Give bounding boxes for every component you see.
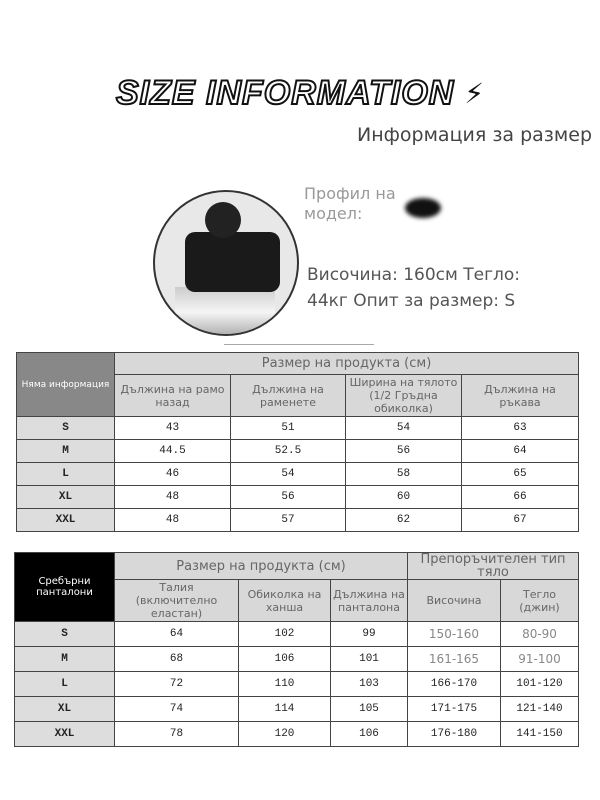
size-label: M <box>17 440 115 463</box>
table-cell: 56 <box>231 486 346 509</box>
table-cell: 74 <box>115 697 239 722</box>
table-cell <box>501 647 579 672</box>
table-cell: 65 <box>462 463 579 486</box>
lightning-icon: ⚡ <box>464 77 485 110</box>
col-header-hip: Обиколка на ханша <box>239 580 331 622</box>
rec-weight-value: 80-90 <box>522 626 557 641</box>
table-row <box>15 647 579 672</box>
rec-height-value: 161-165 <box>428 651 480 666</box>
table-cell: 44.5 <box>115 440 231 463</box>
table-cell: 48 <box>115 509 231 532</box>
size-label: L <box>15 672 115 697</box>
col-header-waist: Талия (включително еластан) <box>115 580 239 622</box>
size-label: XXL <box>15 722 115 747</box>
col-header-back-shoulder-length: Дължина на рамо назад <box>115 375 231 417</box>
table-cell: 106 <box>331 722 408 747</box>
group-header: Размер на продукта (см) <box>115 553 408 580</box>
col-header-weight: Тегло (джин) <box>501 580 579 622</box>
table-cell: 57 <box>231 509 346 532</box>
table-row <box>17 417 579 440</box>
size-label: XXL <box>17 509 115 532</box>
col-header-pants-length: Дължина на панталона <box>331 580 408 622</box>
table-cell: 68 <box>115 647 239 672</box>
table-cell: 141-150 <box>501 722 579 747</box>
bottom-size-table <box>14 552 579 747</box>
col-header-height: Височина <box>408 580 501 622</box>
table-cell: 48 <box>115 486 231 509</box>
table-cell: 58 <box>346 463 462 486</box>
table-cell: 102 <box>239 622 331 647</box>
redaction-mark <box>405 198 441 218</box>
rec-weight-value: 91-100 <box>518 651 561 666</box>
table-row <box>17 509 579 532</box>
table-cell: 106 <box>239 647 331 672</box>
table-cell: 63 <box>462 417 579 440</box>
corner-cell: Сребърни панталони <box>15 553 115 622</box>
table-cell: 72 <box>115 672 239 697</box>
size-label: S <box>17 417 115 440</box>
top-size-table <box>16 352 579 532</box>
corner-cell: Няма информация <box>17 353 115 417</box>
table-row <box>17 440 579 463</box>
rec-body-type-header: Препоръчителен тип тяло <box>408 553 579 580</box>
table-cell: 99 <box>331 622 408 647</box>
table-row <box>15 672 579 697</box>
table-cell: 114 <box>239 697 331 722</box>
table-cell: 64 <box>115 622 239 647</box>
table-row <box>15 722 579 747</box>
col-header-sleeve-length: Дължина на ръкава <box>462 375 579 417</box>
size-label: XL <box>17 486 115 509</box>
page-subtitle: Информация за размер <box>357 124 592 146</box>
divider <box>224 344 374 345</box>
title-bar <box>0 74 600 113</box>
table-cell: 66 <box>462 486 579 509</box>
table-row <box>17 486 579 509</box>
table-cell: 110 <box>239 672 331 697</box>
table-cell: 103 <box>331 672 408 697</box>
table-row <box>17 463 579 486</box>
table-cell: 101 <box>331 647 408 672</box>
table-cell: 60 <box>346 486 462 509</box>
table-cell: 121-140 <box>501 697 579 722</box>
size-label: S <box>15 622 115 647</box>
table-cell: 54 <box>231 463 346 486</box>
table-cell: 166-170 <box>408 672 501 697</box>
table-cell: 105 <box>331 697 408 722</box>
table-cell: 101-120 <box>501 672 579 697</box>
table-cell: 67 <box>462 509 579 532</box>
model-photo <box>153 190 299 336</box>
table-cell: 52.5 <box>231 440 346 463</box>
table-cell: 176-180 <box>408 722 501 747</box>
model-profile-label: Профил на модел: <box>304 184 396 223</box>
page-title: SIZE INFORMATION <box>115 74 455 112</box>
table-cell: 46 <box>115 463 231 486</box>
table-cell <box>408 622 501 647</box>
table-cell <box>501 622 579 647</box>
rec-height-value: 150-160 <box>428 626 480 641</box>
model-stats: Височина: 160см Тегло: 44кг Опит за размер: S <box>307 265 521 311</box>
table-cell: 120 <box>239 722 331 747</box>
table-cell: 64 <box>462 440 579 463</box>
col-header-body-width: Ширина на тялото (1/2 Гръдна обиколка) <box>346 375 462 417</box>
table-cell <box>408 647 501 672</box>
table-cell: 62 <box>346 509 462 532</box>
table-row <box>15 622 579 647</box>
size-label: XL <box>15 697 115 722</box>
size-label: L <box>17 463 115 486</box>
table-cell: 51 <box>231 417 346 440</box>
table-row <box>15 697 579 722</box>
table-cell: 171-175 <box>408 697 501 722</box>
table-cell: 43 <box>115 417 231 440</box>
table-cell: 78 <box>115 722 239 747</box>
table-cell: 54 <box>346 417 462 440</box>
table-cell: 56 <box>346 440 462 463</box>
col-header-shoulder-length: Дължина на раменете <box>231 375 346 417</box>
group-header: Размер на продукта (см) <box>115 353 579 375</box>
size-label: M <box>15 647 115 672</box>
